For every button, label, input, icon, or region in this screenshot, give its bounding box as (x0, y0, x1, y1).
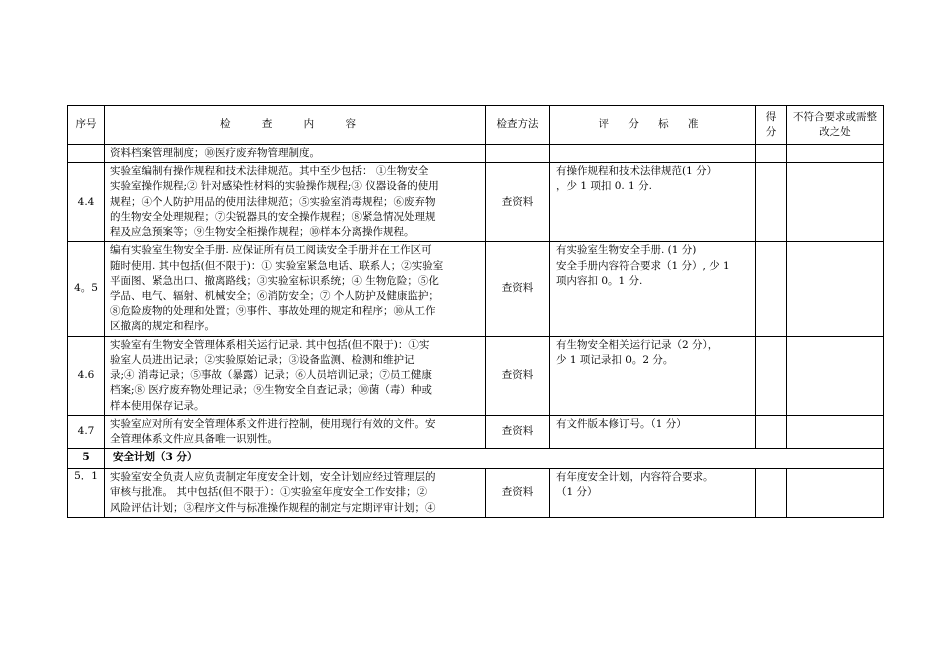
row-method: 查资料 (486, 242, 550, 336)
row-method: 查资料 (486, 163, 550, 242)
content-line: 档案;⑧ 医疗废弃物处理记录；⑨生物安全自查记录；⑩菌（毒）种或 (110, 384, 432, 397)
table-row (68, 336, 884, 415)
row-content (105, 145, 486, 163)
row-standard (550, 163, 756, 242)
row-number: 5．1 (68, 469, 105, 518)
standard-line: 有文件版本修订号。（1 分） (556, 417, 687, 430)
row-method: 查资料 (486, 336, 550, 415)
row-number: 4.6 (68, 336, 105, 415)
section-number: 5 (68, 449, 105, 469)
standard-line: ，少 1 项扣 0. 1 分. (556, 180, 652, 193)
content-line: 样本使用保存记录。 (110, 399, 205, 412)
content-line: 学品、电气、辐射、机械安全；⑥消防安全；⑦ 个人防护及健康监护； (110, 289, 439, 302)
standard-line: 安全手册内容符合要求（1 分）, 少 1 (556, 259, 730, 272)
row-content (105, 469, 486, 518)
header-content: 检 查 内 容 (105, 106, 486, 145)
table-body (68, 145, 884, 449)
row-score (756, 469, 787, 518)
standard-line: 有实验室生物安全手册. (1 分) (556, 244, 697, 257)
row-standard (550, 415, 756, 448)
header-seq: 序号 (68, 106, 105, 145)
table-body-2 (68, 469, 884, 518)
row-score (756, 336, 787, 415)
content-line: ⑧危险废物的处理和处置；⑨事件、事故处理的规定和程序；⑩从工作 (110, 305, 436, 318)
header-noncompliance: 不符合要求或需整改之处 (787, 106, 884, 145)
content-line: 实验室有生物安全管理体系相关运行记录. 其中包括(但不限于)：①实 (110, 338, 430, 351)
content-line: 全管理体系文件应具备唯一识别性。 (110, 432, 278, 445)
content-line: 实验室编制有操作规程和技术法律规范。其中至少包括： ①生物安全 (110, 165, 429, 178)
row-number: 4.7 (68, 415, 105, 448)
inspection-table (67, 105, 884, 518)
content-line: 资料档案管理制度；⑩医疗废弃物管理制度。 (110, 147, 320, 159)
row-number (68, 145, 105, 163)
row-noncompliance (787, 145, 884, 163)
row-method: 查资料 (486, 415, 550, 448)
header-score: 得 分 (756, 106, 787, 145)
row-number: 4。5 (68, 242, 105, 336)
row-score (756, 415, 787, 448)
content-line: 实验室应对所有安全管理体系文件进行控制，使用现行有效的文件。安 (110, 417, 436, 430)
row-content (105, 163, 486, 242)
section-title: 安全计划（3 分） (105, 449, 884, 469)
row-method: 查资料 (486, 469, 550, 518)
row-standard (550, 242, 756, 336)
row-score (756, 242, 787, 336)
header-row (68, 106, 884, 145)
content-line: 录;④ 消毒记录；⑤事故（暴露）记录；⑥人员培训记录；⑦员工健康 (110, 369, 432, 382)
content-line: 区撤离的规定和程序。 (110, 320, 215, 333)
section-row (68, 449, 884, 469)
row-standard (550, 145, 756, 163)
content-line: 随时使用. 其中包括(但不限于)：① 实验室紧急电话、联系人；②实验室 (110, 259, 444, 272)
table-row (68, 415, 884, 448)
standard-line: 有生物安全相关运行记录（2 分）， (556, 338, 719, 351)
content-line: 实验室安全负责人应负责制定年度安全计划，安全计划应经过管理层的 (110, 471, 436, 484)
row-noncompliance (787, 242, 884, 336)
standard-line: 有年度安全计划，内容符合要求。 (556, 471, 714, 484)
row-score (756, 163, 787, 242)
row-number: 4.4 (68, 163, 105, 242)
header-method: 检查方法 (486, 106, 550, 145)
content-line: 实验室操作规程;② 针对感染性材料的实验操作规程;③ 仪器设备的使用 (110, 180, 439, 193)
row-content (105, 415, 486, 448)
row-standard (550, 336, 756, 415)
row-noncompliance (787, 336, 884, 415)
row-noncompliance (787, 469, 884, 518)
row-standard (550, 469, 756, 518)
table-row (68, 163, 884, 242)
standard-line: 少 1 项记录扣 0。2 分。 (556, 353, 674, 366)
row-content (105, 336, 486, 415)
content-line: 审核与批准。 其中包括(但不限于）：①实验室年度安全工作安排；② (110, 486, 428, 499)
row-noncompliance (787, 163, 884, 242)
row-content (105, 242, 486, 336)
row-noncompliance (787, 415, 884, 448)
table-row (68, 469, 884, 518)
row-method (486, 145, 550, 163)
content-line: 风险评估计划；③程序文件与标准操作规程的制定与定期评审计划；④ (110, 501, 436, 514)
table-row (68, 145, 884, 163)
content-line: 编有实验室生物安全手册. 应保证所有员工阅读安全手册并在工作区可 (110, 244, 432, 257)
content-line: 规程；④个人防护用品的使用法律规范；⑤实验室消毒规程；⑥废弃物 (110, 195, 436, 208)
section-body (68, 449, 884, 469)
header-standard: 评 分 标 准 (550, 106, 756, 145)
content-line: 的生物安全处理规程；⑦尖锐器具的安全操作规程；⑧紧急情况处理规 (110, 210, 436, 223)
row-score (756, 145, 787, 163)
standard-line: 有操作规程和技术法律规范(1 分） (556, 165, 718, 178)
content-line: 程及应急预案等；⑨生物安全柜操作规程；⑩样本分离操作规程。 (110, 226, 415, 239)
table-row (68, 242, 884, 336)
content-line: 验室人员进出记录；②实验原始记录；③设备监测、检测和维护记 (110, 353, 415, 366)
content-line: 平面图、紧急出口、撤离路线；③实验室标识系统；④ 生物危险；⑤化 (110, 274, 439, 287)
standard-line: （1 分） (556, 486, 598, 499)
standard-line: 项内容扣 0。1 分. (556, 274, 643, 287)
